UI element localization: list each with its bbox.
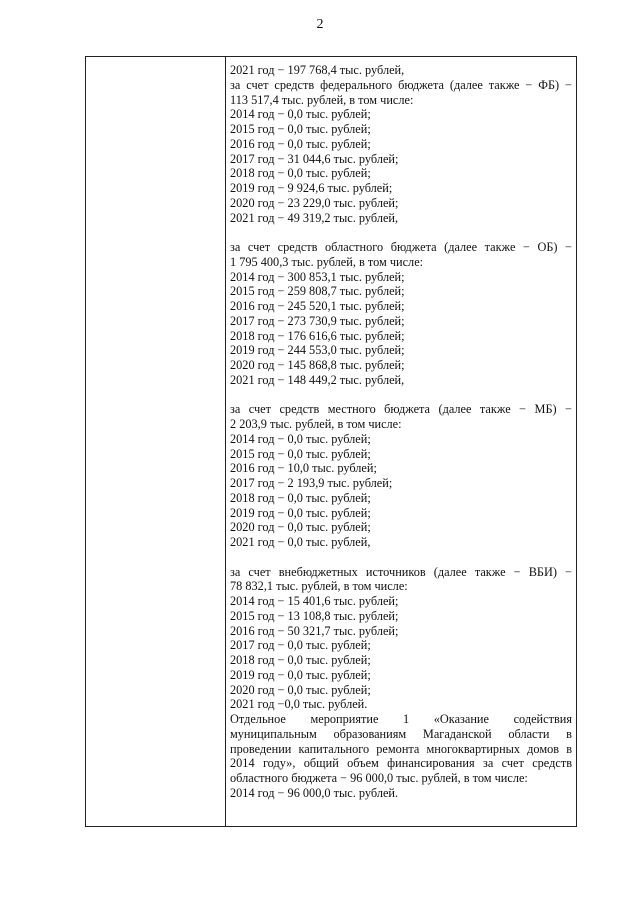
text-line: областного бюджета − 96 000,0 тыс. рублей, в том числе: [230, 771, 528, 785]
text-line: 113 517,4 тыс. рублей, в том числе: [230, 92, 414, 107]
funding-table [85, 56, 577, 827]
text-line: 2021 год − 197 768,4 тыс. рублей, [230, 63, 405, 77]
text-line: 2015 год − 0,0 тыс. рублей; [230, 122, 371, 136]
text-line: 2018 год − 176 616,6 тыс. рублей; [230, 328, 405, 343]
text-line: 2015 год − 13 108,8 тыс. рублей; [230, 608, 399, 623]
text-line: 2018 год − 0,0 тыс. рублей; [230, 166, 371, 181]
text-line: 2014 год − 0,0 тыс. рублей; [230, 431, 371, 446]
text-line: 2014 год − 300 853,1 тыс. рублей; [230, 269, 405, 284]
text-line: 2014 год − 15 401,6 тыс. рублей; [230, 594, 399, 608]
text-line: 2016 год − 245 520,1 тыс. рублей; [230, 299, 405, 313]
page-number: 2 [316, 17, 324, 32]
text-line: 2017 год − 273 730,9 тыс. рублей; [230, 313, 405, 328]
text-line: за счет средств местного бюджета (далее также − МБ) − [230, 402, 572, 417]
funding-text-cell [230, 63, 572, 801]
text-line: 2017 год − 31 044,6 тыс. рублей; [230, 151, 399, 166]
text-line: 2019 год − 244 553,0 тыс. рублей; [230, 343, 405, 358]
text-line: за счет внебюджетных источников (далее также − ВБИ) − [230, 564, 572, 579]
text-line: 2021 год − 0,0 тыс. рублей, [230, 535, 371, 549]
column-divider [225, 57, 226, 826]
text-line: 2019 год − 9 924,6 тыс. рублей; [230, 181, 393, 195]
text-line: 2021 год − 49 319,2 тыс. рублей, [230, 210, 399, 225]
text-line: 2020 год − 145 868,8 тыс. рублей; [230, 358, 405, 372]
text-line: 2019 год − 0,0 тыс. рублей; [230, 667, 371, 682]
paragraph-spacer [230, 225, 572, 240]
text-line: 2017 год − 0,0 тыс. рублей; [230, 638, 371, 653]
text-line: 2016 год − 0,0 тыс. рублей; [230, 136, 371, 151]
text-line: 2020 год − 0,0 тыс. рублей; [230, 520, 371, 535]
text-line: 2020 год − 23 229,0 тыс. рублей; [230, 195, 399, 210]
paragraph-spacer [230, 388, 572, 403]
text-line: 2014 год − 96 000,0 тыс. рублей. [230, 785, 399, 800]
text-line: 2014 году», общий объем финансирования за счет средств [230, 756, 572, 771]
text-line: за счет средств федерального бюджета (далее также − ФБ) − [230, 77, 572, 92]
text-line: 2016 год − 50 321,7 тыс. рублей; [230, 623, 399, 638]
text-line: 2017 год − 2 193,9 тыс. рублей; [230, 476, 393, 490]
text-line: проведении капитального ремонта многоквартирных домов в [230, 741, 572, 756]
text-line: 78 832,1 тыс. рублей, в том числе: [230, 579, 408, 594]
paragraph-spacer [230, 550, 572, 565]
text-line: 2020 год − 0,0 тыс. рублей; [230, 682, 371, 697]
text-line: 2018 год − 0,0 тыс. рублей; [230, 490, 371, 505]
text-line: 2021 год −0,0 тыс. рублей. [230, 697, 368, 712]
text-line: за счет средств областного бюджета (далее также − ОБ) − [230, 240, 572, 254]
text-line: 2021 год − 148 449,2 тыс. рублей, [230, 372, 405, 387]
text-line: 2014 год − 0,0 тыс. рублей; [230, 107, 371, 122]
text-line: 2015 год − 0,0 тыс. рублей; [230, 446, 371, 461]
text-line: 2016 год − 10,0 тыс. рублей; [230, 461, 377, 476]
text-line: 2019 год − 0,0 тыс. рублей; [230, 505, 371, 520]
text-line: 1 795 400,3 тыс. рублей, в том числе: [230, 254, 424, 269]
text-line: муниципальным образованиям Магаданской области в [230, 726, 572, 741]
text-line: 2018 год − 0,0 тыс. рублей; [230, 653, 371, 667]
text-line: 2 203,9 тыс. рублей, в том числе: [230, 417, 402, 431]
text-line: Отдельное мероприятие 1 «Оказание содействия [230, 712, 572, 726]
text-line: 2015 год − 259 808,7 тыс. рублей; [230, 284, 405, 299]
